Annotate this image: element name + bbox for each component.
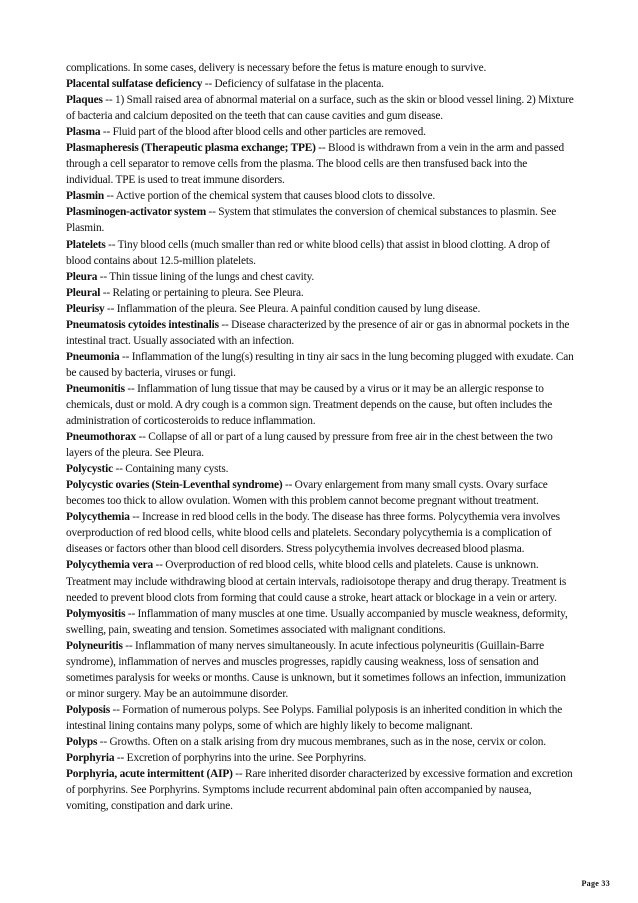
glossary-entry — [66, 269, 574, 285]
glossary-definition: -- Tiny blood cells (much smaller than red or white blood cells) that assist in blood clotting. A drop of blood contains about 12.5-million platelets. — [66, 238, 550, 267]
glossary-definition: -- Ovary enlargement from many small cysts. Ovary surface becomes too thick to allow ovulation. Women with this problem cannot become pregnant without treatment. — [66, 479, 548, 508]
glossary-definition: -- Thin tissue lining of the lungs and chest cavity. — [97, 270, 315, 283]
glossary-term: Plaques — [66, 94, 103, 107]
glossary-term: Polyps — [66, 735, 98, 748]
glossary-definition: -- Increase in red blood cells in the body. The disease has three forms. Polycythemia vera involves overproduction of red blood cells, white blood cells and platelets. Secondary polycythemia is a complication of diseases or factors other than blood cell disorders. Stress polycythemia involves decreased blood plasma. — [66, 511, 560, 556]
glossary-definition: -- Containing many cysts. — [113, 463, 229, 476]
glossary-entry — [66, 381, 574, 429]
glossary-entry — [66, 76, 574, 92]
glossary-entry — [66, 140, 574, 188]
glossary-term: Plasmin — [66, 190, 105, 203]
glossary-definition: -- Fluid part of the blood after blood cells and other particles are removed. — [100, 126, 426, 139]
glossary-term: Pleural — [66, 286, 101, 299]
glossary-definition: -- Growths. Often on a stalk arising from dry mucous membranes, such as in the nose, cervix or colon. — [97, 735, 546, 748]
glossary-term: Pleurisy — [66, 302, 105, 315]
glossary-term: Polyneuritis — [66, 639, 123, 652]
glossary-entry — [66, 557, 574, 605]
glossary-term: Platelets — [66, 238, 106, 251]
glossary-entry — [66, 509, 574, 557]
glossary-definition: -- Inflammation of the lung(s) resulting in tiny air sacs in the lung becoming plugged with exudate. Can be caused by bacteria, viruses or fungi. — [66, 350, 574, 379]
glossary-definition: -- Active portion of the chemical system that causes blood clots to dissolve. — [104, 190, 436, 203]
glossary-term: Polymyositis — [66, 607, 126, 620]
glossary-term: Porphyria, acute intermittent (AIP) — [66, 768, 233, 781]
glossary-entry — [66, 750, 574, 766]
glossary-term: Pneumatosis cytoides intestinalis — [66, 318, 219, 331]
glossary-definition: -- Deficiency of sulfatase in the placenta. — [202, 78, 384, 91]
glossary-term: Porphyria — [66, 752, 115, 765]
glossary-entry — [66, 702, 574, 734]
glossary-entry — [66, 188, 574, 204]
glossary-definition: -- Rare inherited disorder characterized by excessive formation and excretion of porphyrins. See Porphyrins. Symptoms include recurrent abdominal pain often accompanied by nausea, vomiting, constipation and dark urine. — [66, 768, 573, 813]
glossary-term: Pneumonitis — [66, 382, 125, 395]
glossary-term: Placental sulfatase deficiency — [66, 78, 203, 91]
glossary-entry — [66, 766, 574, 814]
glossary-definition: -- Collapse of all or part of a lung caused by pressure from free air in the chest between the two layers of the pleura. See Pleura. — [66, 431, 553, 460]
glossary-entry — [66, 237, 574, 269]
glossary-term: Plasminogen-activator system — [66, 206, 207, 219]
glossary-term: Plasma — [66, 126, 101, 139]
glossary-entry — [66, 429, 574, 461]
glossary-definition: -- Formation of numerous polyps. See Polyps. Familial polyposis is an inherited condition in which the intestinal lining contains many polyps, some of which are highly likely to become malignant. — [66, 703, 563, 732]
glossary-term: Plasmapheresis (Therapeutic plasma exchange; TPE) — [66, 142, 316, 155]
glossary-entries — [66, 76, 574, 814]
glossary-term: Pneumothorax — [66, 431, 137, 444]
glossary-entry — [66, 606, 574, 638]
glossary-term: Polycystic ovaries (Stein-Leventhal syndrome) — [66, 479, 283, 492]
glossary-term: Pleura — [66, 270, 98, 283]
glossary-entry — [66, 349, 574, 381]
glossary-entry — [66, 638, 574, 702]
glossary-entry — [66, 461, 574, 477]
glossary-entry — [66, 477, 574, 509]
glossary-definition: -- Inflammation of the pleura. See Pleura. A painful condition caused by lung disease. — [104, 302, 481, 315]
glossary-entry — [66, 92, 574, 124]
glossary-entry — [66, 285, 574, 301]
glossary-entry — [66, 124, 574, 140]
glossary-definition: -- Excretion of porphyrins into the urine. See Porphyrins. — [114, 752, 367, 765]
glossary-entry — [66, 301, 574, 317]
glossary-entry — [66, 317, 574, 349]
glossary-definition: -- Overproduction of red blood cells, white blood cells and platelets. Cause is unknown. Treatment may include withdrawing blood at certain intervals, radioisotope therapy and drug therapy. Treatment is needed to prevent blood clots from forming that could cause a stroke, heart attack or blockage in a vein or artery. — [66, 559, 567, 604]
glossary-definition: -- Blood is withdrawn from a vein in the arm and passed through a cell separator to remove cells from the plasma. The blood cells are then transfused back into the individual. TPE is used to treat immune disorders. — [66, 142, 564, 187]
glossary-term: Polyposis — [66, 703, 111, 716]
glossary-content — [66, 60, 574, 814]
glossary-definition: -- Inflammation of lung tissue that may be caused by a virus or it may be an allergic response to chemicals, dust or mold. A dry cough is a common sign. Treatment depends on the cause, but often includes the administration of corticosteroids to reduce inflammation. — [66, 382, 553, 428]
glossary-term: Polycythemia vera — [66, 559, 154, 572]
glossary-term: Polycythemia — [66, 511, 130, 524]
glossary-definition: -- Inflammation of many nerves simultaneously. In acute infectious polyneuritis (Guillain-Barre syndrome), inflammation of nerves and muscles progresses, rapidly causing weakness, loss of sensation and sometimes paralysis for weeks or months. Cause is unknown, but it sometimes follows an infection, immunization or minor surgery. May be an autoimmune disorder. — [66, 639, 566, 700]
glossary-definition: -- 1) Small raised area of abnormal material on a surface, such as the skin or blood vessel lining. 2) Mixture of bacteria and calcium deposited on the teeth that can cause cavities and gum disease. — [66, 94, 574, 123]
page-number: Page 33 — [581, 879, 610, 888]
glossary-entry — [66, 204, 574, 236]
glossary-term: Pneumonia — [66, 350, 120, 363]
continuation-text: complications. In some cases, delivery is necessary before the fetus is mature enough to survive. — [66, 62, 487, 74]
glossary-term: Polycystic — [66, 463, 114, 476]
glossary-entry — [66, 734, 574, 750]
glossary-definition: -- Inflammation of many muscles at one time. Usually accompanied by muscle weakness, deformity, swelling, pain, sweating and tension. Sometimes associated with malignant conditions. — [66, 607, 568, 636]
glossary-definition: -- Disease characterized by the presence of air or gas in abnormal pockets in the intestinal tract. Usually associated with an infection. — [66, 318, 570, 347]
glossary-definition: -- Relating or pertaining to pleura. See Pleura. — [100, 286, 304, 299]
glossary-definition: -- System that stimulates the conversion of chemical substances to plasmin. See Plasmin. — [66, 206, 557, 235]
